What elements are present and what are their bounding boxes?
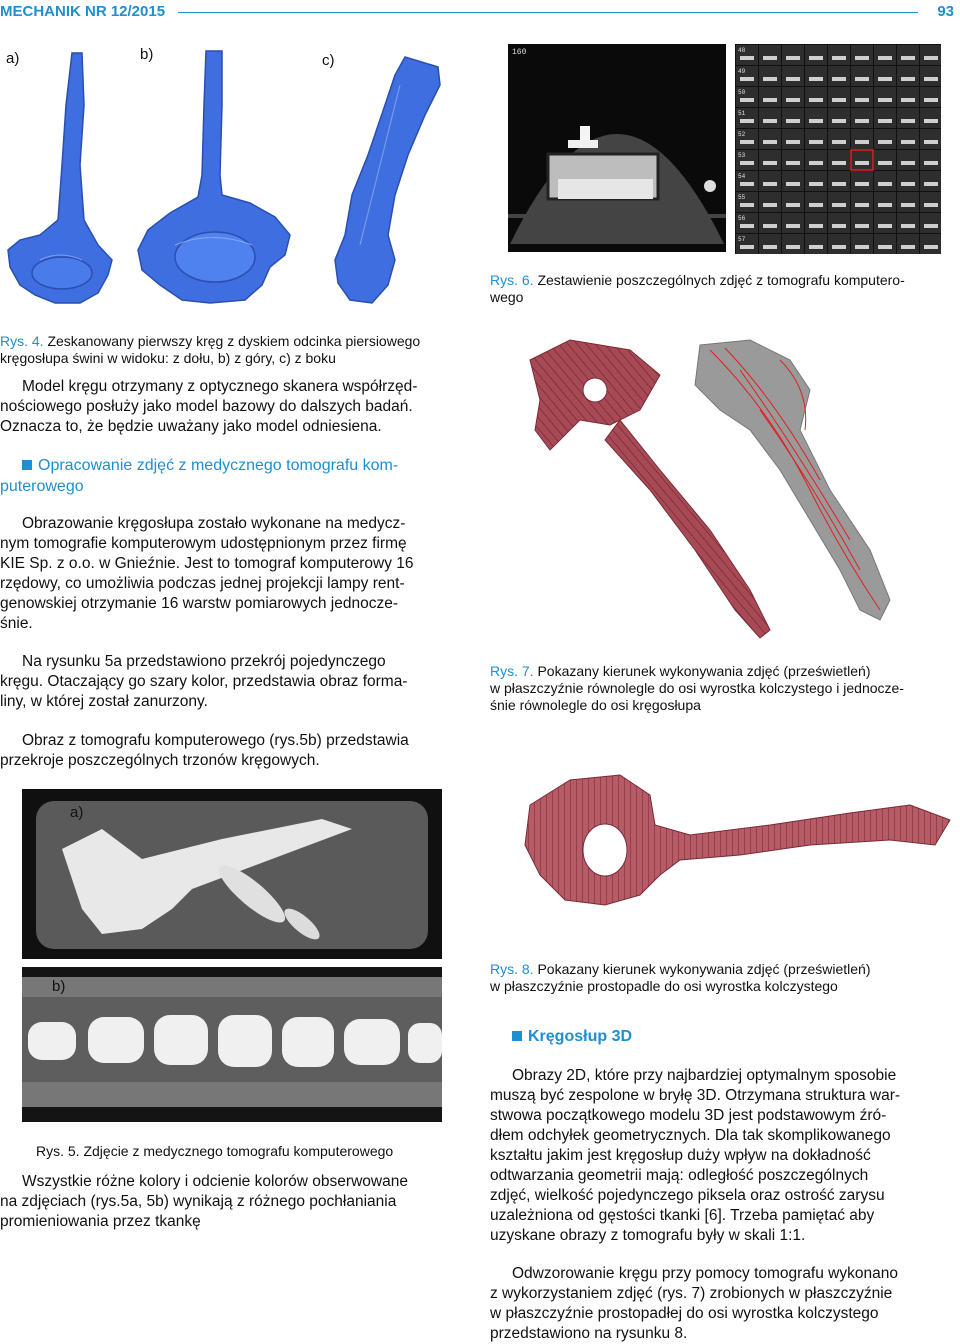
ct-thumbnail-slice — [901, 56, 915, 60]
p6-line: zdjęć, wielkość pojedynczego piksela oraz ostrość zarysu — [490, 1187, 885, 1204]
p7-line: Odwzorowanie kręgu przy pomocy tomografu wykonano — [512, 1265, 898, 1282]
ct-thumbnail-slice — [832, 203, 846, 207]
ct-row-number: 50 — [738, 89, 746, 96]
ct-thumbnail-slice — [855, 182, 869, 186]
ct-thumbnail — [897, 45, 919, 65]
ct-thumbnail — [828, 66, 850, 86]
section-heading-ct — [0, 455, 467, 497]
ct-thumbnail-slice — [832, 56, 846, 60]
ct-thumbnail — [874, 192, 896, 212]
ct-thumbnail — [805, 192, 827, 212]
fig4-caption — [0, 333, 470, 367]
fig4-caption-line1: Zeskanowany pierwszy kręg z dyskiem odcinka piersiowego — [43, 333, 421, 349]
paragraph-model-base — [0, 377, 464, 437]
ct-thumbnail — [759, 66, 781, 86]
p3-line: liny, w której został zanurzony. — [0, 693, 208, 710]
p2-line: KIE Sp. z o.o. w Gnieźnie. Jest to tomograf komputerowy 16 — [0, 555, 414, 572]
ct-thumbnail-slice — [786, 182, 800, 186]
ct-thumbnail — [828, 192, 850, 212]
ct-thumbnail-slice — [855, 224, 869, 228]
ct-thumbnail — [874, 45, 896, 65]
ct-thumbnail — [874, 129, 896, 149]
ct-thumbnail — [851, 213, 873, 233]
p2-line: genowskiej otrzymanie 16 warstw pomiarowych jednocze- — [0, 595, 399, 612]
ct-thumbnail — [897, 66, 919, 86]
ct-thumbnail-slice — [763, 119, 777, 123]
ct-slice-b — [22, 967, 442, 1122]
ct-thumbnail — [920, 150, 941, 170]
ct-thumbnail — [897, 87, 919, 107]
ct-thumbnail — [897, 129, 919, 149]
ct-thumbnail-slice — [924, 182, 938, 186]
ct-thumbnail — [805, 45, 827, 65]
ct-thumbnail-slice — [763, 224, 777, 228]
p6-line: odtwarzania geometrii mają: odległość poszczególnych — [490, 1167, 869, 1184]
ct-thumbnail — [782, 129, 804, 149]
ct-thumbnail-slice — [832, 77, 846, 81]
fig7-bone-render — [510, 330, 955, 645]
ct-thumbnail-slice — [878, 119, 892, 123]
ct-thumbnail-slice — [924, 140, 938, 144]
fig4-label-c: c) — [322, 52, 335, 69]
ct-thumbnail-slice — [763, 140, 777, 144]
ct-thumbnail-slice — [878, 56, 892, 60]
ct-row-number: 55 — [738, 194, 746, 201]
fig7-caption-prefix: Rys. 7. — [490, 663, 534, 679]
ct-thumbnail-slice — [924, 56, 938, 60]
fig4-label-b: b) — [140, 46, 154, 63]
ct-thumbnail — [828, 87, 850, 107]
ct-thumbnail — [874, 213, 896, 233]
ct-thumbnail — [851, 150, 873, 170]
ct-thumbnail — [920, 129, 941, 149]
ct-thumbnail — [828, 129, 850, 149]
ct-row-number: 48 — [738, 47, 746, 54]
fig8-bone-render — [510, 765, 955, 915]
p3-line: Na rysunku 5a przedstawiono przekrój pojedynczego — [22, 653, 386, 670]
p2-line: Obrazowanie kręgosłupa zostało wykonane na medycz- — [22, 515, 406, 532]
p2-line: nym tomografie komputerowym udostępnionym przez firmę — [0, 535, 407, 552]
ct-thumbnail — [874, 171, 896, 191]
ct-row-number: 57 — [738, 236, 746, 243]
ct-thumbnail — [920, 45, 941, 65]
p6-line: muszą być zespolone w bryłę 3D. Otrzymana struktura war- — [490, 1087, 901, 1104]
p3-line: kręgu. Otaczający go szary kolor, przedstawia obraz forma- — [0, 673, 408, 690]
ct-thumbnail-slice — [901, 98, 915, 102]
ct-thumbnail-slice — [855, 56, 869, 60]
section2-title: Kręgosłup 3D — [528, 1028, 633, 1045]
ct-thumbnail-slice — [809, 56, 823, 60]
fig8-caption-line2: w płaszczyźnie prostopadle do osi wyrostka kolczystego — [490, 978, 838, 994]
ct-thumbnail-slice — [786, 161, 800, 165]
ct-thumbnail — [851, 171, 873, 191]
ct-thumbnail — [897, 150, 919, 170]
ct-thumbnail-slice — [740, 119, 754, 123]
ct-thumbnail — [828, 150, 850, 170]
ct-thumbnail — [782, 234, 804, 254]
fig8-caption-line1: Pokazany kierunek wykonywania zdjęć (prześwietleń) — [533, 961, 871, 977]
p5-line: Wszystkie różne kolory i odcienie kolorów obserwowane — [22, 1173, 408, 1190]
p2-line: rzędowy, co umożliwia podczas jednej projekcji lampy rent- — [0, 575, 405, 592]
ct-thumbnail-slice — [763, 245, 777, 249]
fig6-caption-line2: wego — [490, 289, 524, 305]
ct-thumbnail — [759, 129, 781, 149]
ct-thumbnail — [782, 192, 804, 212]
ct-row-number: 53 — [738, 152, 746, 159]
ct-thumbnail-slice — [924, 245, 938, 249]
ct-thumbnail — [851, 192, 873, 212]
ct-thumbnail-slice — [832, 224, 846, 228]
ct-thumbnail — [782, 108, 804, 128]
ct-thumbnail-slice — [878, 224, 892, 228]
ct-thumbnail-slice — [740, 161, 754, 165]
ct-thumbnail-slice — [855, 119, 869, 123]
paragraph-imaging — [0, 514, 464, 634]
ct-thumbnail-slice — [878, 245, 892, 249]
fig5-label-b: b) — [52, 978, 66, 995]
ct-thumbnail — [920, 108, 941, 128]
ct-corner-number: 160 — [512, 48, 527, 57]
ct-thumbnail-slice — [832, 119, 846, 123]
ct-row-number: 49 — [738, 68, 746, 75]
fig7-caption-line3: śnie równolegle do osi kręgosłupa — [490, 697, 701, 713]
p1-line: Oznacza to, że będzie uważany jako model odniesiena. — [0, 418, 382, 435]
ct-thumbnail-slice — [786, 77, 800, 81]
ct-thumbnail-slice — [809, 224, 823, 228]
ct-thumbnail-slice — [901, 224, 915, 228]
ct-thumbnail — [759, 171, 781, 191]
fig6-caption-line1: Zestawienie poszczególnych zdjęć z tomografu komputero- — [533, 272, 905, 288]
ct-thumbnail — [874, 108, 896, 128]
ct-thumbnail — [828, 171, 850, 191]
journal-title: MECHANIK NR 12/2015 — [0, 3, 166, 20]
ct-thumbnail-slice — [901, 245, 915, 249]
section-heading-3d — [512, 1026, 632, 1047]
ct-thumbnail — [851, 234, 873, 254]
p5-line: promieniowania przez tkankę — [0, 1213, 201, 1230]
ct-thumbnail-slice — [832, 98, 846, 102]
ct-thumbnail-slice — [740, 182, 754, 186]
p4-line: Obraz z tomografu komputerowego (rys.5b) przedstawia — [22, 732, 409, 749]
ct-thumbnail — [782, 171, 804, 191]
ct-thumbnail — [920, 87, 941, 107]
ct-thumbnail-slice — [855, 203, 869, 207]
paragraph-fig5a — [0, 652, 464, 712]
ct-row-number: 56 — [738, 215, 746, 222]
section1-line1: Opracowanie zdjęć z medycznego tomografu kom- — [38, 457, 399, 474]
ct-thumbnail — [828, 234, 850, 254]
fig8-caption — [490, 961, 955, 995]
ct-thumbnail — [759, 234, 781, 254]
ct-thumbnail — [759, 45, 781, 65]
p6-line: uzależniona od gęstości tkanki [6]. Trzeba pamiętać aby — [490, 1207, 875, 1224]
ct-thumbnail — [805, 213, 827, 233]
ct-thumbnail — [897, 108, 919, 128]
p6-line: stwowa początkowego modelu 3D jest podstawowym źró- — [490, 1107, 887, 1124]
ct-thumbnail — [920, 213, 941, 233]
ct-thumbnail — [828, 213, 850, 233]
ct-thumbnail-slice — [763, 203, 777, 207]
ct-thumbnail — [805, 108, 827, 128]
page-number: 93 — [937, 3, 954, 20]
ct-thumbnail — [897, 171, 919, 191]
ct-thumbnail — [897, 213, 919, 233]
ct-thumbnail-slice — [901, 203, 915, 207]
ct-thumbnail — [759, 87, 781, 107]
p6-line: uzyskane obrazy z tomografu były w skali 1:1. — [490, 1227, 806, 1244]
ct-thumbnail — [805, 87, 827, 107]
section-bullet-icon — [512, 1031, 522, 1041]
ct-thumbnail-slice — [809, 119, 823, 123]
ct-row-number: 54 — [738, 173, 746, 180]
ct-thumbnail-slice — [809, 203, 823, 207]
ct-thumbnail — [782, 87, 804, 107]
paragraph-fig5b — [0, 731, 464, 771]
ct-scout-image — [508, 44, 726, 252]
ct-thumbnail-slice — [786, 119, 800, 123]
fig4-vertebra-scans — [0, 45, 460, 310]
p1-line: Model kręgu otrzymany z optycznego skanera współrzęd- — [22, 378, 418, 395]
fig7-caption-line2: w płaszczyźnie równolegle do osi wyrostka kolczystego i jednocze- — [490, 680, 904, 696]
ct-thumbnail — [851, 45, 873, 65]
ct-thumbnail-slice — [809, 182, 823, 186]
fig4-caption-line2: kręgosłupa świni w widoku: z dołu, b) z góry, c) z boku — [0, 350, 336, 366]
ct-thumbnail-slice — [786, 140, 800, 144]
ct-thumbnail — [782, 66, 804, 86]
ct-thumbnail — [782, 150, 804, 170]
section-bullet-icon — [22, 460, 32, 470]
ct-thumbnail-slice — [786, 245, 800, 249]
ct-thumbnail — [874, 66, 896, 86]
ct-thumbnail-slice — [809, 98, 823, 102]
ct-thumbnail — [874, 234, 896, 254]
ct-thumbnail — [805, 171, 827, 191]
ct-thumbnail-slice — [763, 161, 777, 165]
ct-row-number: 51 — [738, 110, 746, 117]
ct-thumbnail-slice — [855, 98, 869, 102]
ct-thumbnail-slice — [901, 140, 915, 144]
ct-thumbnail — [828, 108, 850, 128]
ct-thumbnail-slice — [924, 98, 938, 102]
ct-thumbnail-slice — [924, 203, 938, 207]
ct-thumbnail — [897, 192, 919, 212]
ct-thumbnail — [759, 192, 781, 212]
fig5-caption: Rys. 5. Zdjęcie z medycznego tomografu komputerowego — [36, 1143, 394, 1159]
ct-thumbnail-slice — [740, 56, 754, 60]
p2-line: śnie. — [0, 615, 33, 632]
ct-thumbnail — [874, 150, 896, 170]
ct-thumbnail-slice — [786, 98, 800, 102]
p7-line: przedstawiono na rysunku 8. — [490, 1325, 688, 1342]
fig5-label-a: a) — [70, 804, 84, 821]
ct-thumbnail-slice — [740, 203, 754, 207]
ct-thumbnail-slice — [901, 182, 915, 186]
fig8-caption-prefix: Rys. 8. — [490, 961, 534, 977]
ct-thumbnail-slice — [763, 182, 777, 186]
ct-thumbnail-slice — [786, 56, 800, 60]
fig4-caption-prefix: Rys. 4. — [0, 333, 44, 349]
ct-thumbnail — [805, 150, 827, 170]
fig7-caption — [490, 663, 955, 714]
ct-thumbnail-slice — [855, 140, 869, 144]
ct-thumbnail-slice — [901, 161, 915, 165]
ct-thumbnail — [851, 66, 873, 86]
p1-line: nościowego posłuży jako model bazowy do dalszych badań. — [0, 398, 413, 415]
ct-slice-a — [22, 789, 442, 959]
ct-thumbnail-slice — [740, 245, 754, 249]
paragraph-mapping — [490, 1264, 953, 1344]
p6-line: Obrazy 2D, które przy najbardziej optymalnym sposobie — [512, 1067, 897, 1084]
ct-thumbnail-slice — [740, 140, 754, 144]
ct-thumbnail — [759, 150, 781, 170]
fig7-caption-line1: Pokazany kierunek wykonywania zdjęć (prześwietleń) — [533, 663, 871, 679]
ct-thumbnail-slice — [878, 77, 892, 81]
ct-thumbnail-slice — [740, 77, 754, 81]
ct-thumbnail-slice — [763, 98, 777, 102]
ct-thumbnail-slice — [786, 224, 800, 228]
ct-thumbnail-slice — [809, 161, 823, 165]
fig6-caption — [490, 272, 955, 306]
ct-slice-grid — [735, 44, 941, 254]
ct-thumbnail — [805, 66, 827, 86]
ct-row-number: 52 — [738, 131, 746, 138]
fig6-caption-prefix: Rys. 6. — [490, 272, 534, 288]
ct-thumbnail-slice — [901, 119, 915, 123]
ct-thumbnail-slice — [809, 245, 823, 249]
ct-thumbnail — [851, 129, 873, 149]
ct-thumbnail-slice — [855, 161, 869, 165]
ct-thumbnail — [874, 87, 896, 107]
ct-thumbnail — [920, 171, 941, 191]
ct-thumbnail — [851, 87, 873, 107]
ct-thumbnail-slice — [832, 245, 846, 249]
paragraph-colors — [0, 1172, 464, 1232]
p5-line: na zdjęciach (rys.5a, 5b) wynikają z różnego pochłaniania — [0, 1193, 397, 1210]
p6-line: kształtu jakim jest kręgosłup duży wpływ na dokładność — [490, 1147, 871, 1164]
ct-thumbnail-slice — [832, 161, 846, 165]
ct-thumbnail-slice — [832, 182, 846, 186]
ct-thumbnail-slice — [832, 140, 846, 144]
ct-thumbnail-slice — [740, 224, 754, 228]
ct-thumbnail — [805, 129, 827, 149]
ct-thumbnail — [920, 234, 941, 254]
ct-thumbnail — [920, 192, 941, 212]
ct-thumbnail — [782, 45, 804, 65]
ct-thumbnail-slice — [878, 98, 892, 102]
ct-thumbnail-slice — [924, 77, 938, 81]
ct-thumbnail-slice — [924, 161, 938, 165]
p6-line: dłem odchyłek geometrycznych. Dla tak skomplikowanego — [490, 1127, 891, 1144]
ct-thumbnail-slice — [878, 140, 892, 144]
ct-thumbnail-slice — [740, 98, 754, 102]
p7-line: z wykorzystaniem zdjęć (rys. 7) zrobionych w płaszczyźnie — [490, 1285, 893, 1302]
ct-thumbnail — [897, 234, 919, 254]
ct-thumbnail-slice — [878, 203, 892, 207]
ct-thumbnail-slice — [878, 161, 892, 165]
ct-thumbnail-slice — [855, 77, 869, 81]
ct-thumbnail-slice — [901, 77, 915, 81]
ct-thumbnail — [851, 108, 873, 128]
ct-thumbnail-slice — [763, 77, 777, 81]
ct-thumbnail-slice — [809, 140, 823, 144]
p7-line: w płaszczyźnie prostopadłej do osi wyrostka kolczystego — [490, 1305, 879, 1322]
header-rule — [178, 12, 918, 13]
ct-thumbnail-slice — [924, 119, 938, 123]
ct-thumbnail-slice — [855, 245, 869, 249]
p4-line: przekroje poszczególnych trzonów kręgowych. — [0, 752, 320, 769]
ct-thumbnail-slice — [763, 56, 777, 60]
section1-line2: puterowego — [0, 478, 84, 495]
ct-thumbnail — [828, 45, 850, 65]
ct-thumbnail-slice — [809, 77, 823, 81]
ct-thumbnail-slice — [878, 182, 892, 186]
ct-thumbnail — [759, 213, 781, 233]
paragraph-3d — [490, 1066, 953, 1246]
ct-thumbnail — [805, 234, 827, 254]
ct-thumbnail-slice — [786, 203, 800, 207]
ct-thumbnail — [920, 66, 941, 86]
ct-thumbnail — [782, 213, 804, 233]
ct-thumbnail — [759, 108, 781, 128]
fig4-label-a: a) — [6, 50, 20, 67]
ct-thumbnail-slice — [924, 224, 938, 228]
